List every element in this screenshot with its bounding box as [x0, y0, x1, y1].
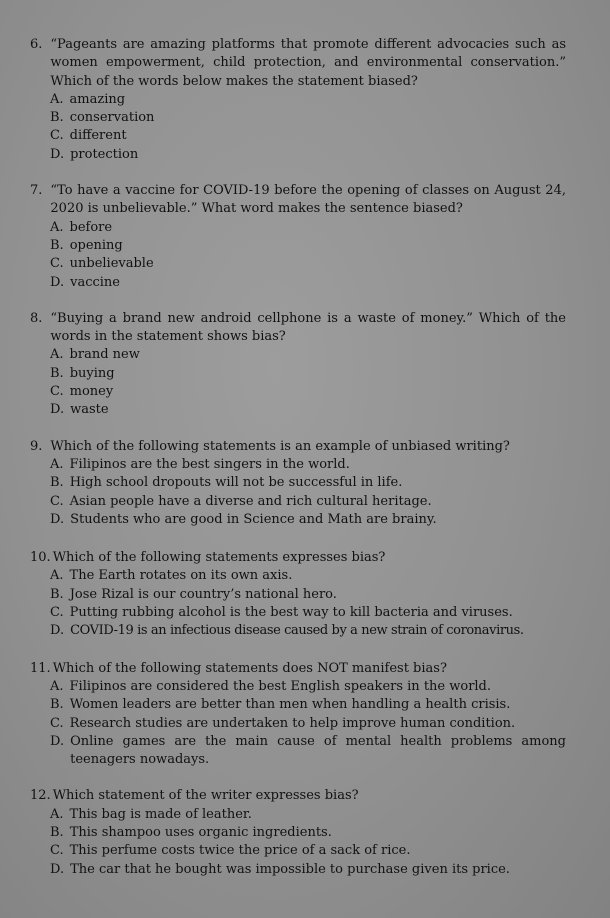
- option-d: [50, 733, 566, 770]
- option-letter: B.: [50, 824, 64, 840]
- option-b: [50, 696, 566, 714]
- option-letter: B.: [50, 475, 64, 491]
- option-d: [50, 401, 566, 419]
- option-text: different: [69, 128, 127, 144]
- options-list: [30, 346, 566, 419]
- question-text: Which of the following statements is an example of unbiased writing?: [50, 438, 510, 454]
- option-text: amazing: [69, 91, 126, 107]
- option-letter: C.: [50, 493, 64, 509]
- options-list: [30, 567, 566, 640]
- option-letter: C.: [50, 605, 64, 621]
- option-text: Filipinos are the best singers in the world.: [69, 456, 350, 472]
- option-b: [50, 586, 566, 604]
- question-11-stem: [30, 660, 566, 678]
- option-text: Putting rubbing alcohol is the best way to kill bacteria and viruses.: [69, 605, 513, 621]
- option-c: [50, 715, 566, 733]
- option-text: The Earth rotates on its own axis.: [69, 568, 293, 584]
- option-letter: C.: [50, 843, 64, 859]
- option-b: [50, 824, 566, 842]
- option-a: [50, 91, 566, 109]
- option-text: Students who are good in Science and Math are brainy.: [70, 511, 437, 527]
- option-letter: A.: [50, 678, 64, 694]
- option-letter: D.: [50, 623, 65, 639]
- option-letter: A.: [50, 347, 64, 363]
- question-7-stem: [30, 182, 566, 219]
- option-letter: C.: [50, 715, 64, 731]
- option-d: [50, 274, 566, 292]
- option-letter: A.: [50, 91, 64, 107]
- option-letter: B.: [50, 586, 64, 602]
- option-c: [50, 493, 566, 511]
- options-list: [30, 456, 566, 529]
- option-text: Filipinos are considered the best English speakers in the world.: [69, 678, 492, 694]
- option-a: [50, 806, 566, 824]
- option-b: [50, 237, 566, 255]
- option-a: [50, 678, 566, 696]
- question-7: [30, 182, 566, 292]
- option-text: unbelievable: [69, 256, 154, 272]
- option-letter: A.: [50, 219, 64, 235]
- question-8-stem: [30, 310, 566, 347]
- option-text: protection: [70, 146, 139, 162]
- option-text: This bag is made of leather.: [69, 806, 252, 822]
- option-text: Jose Rizal is our country’s national hero.: [69, 586, 337, 602]
- question-number: 10.: [30, 550, 51, 566]
- question-text: Which of the following statements does NOT manifest bias?: [52, 660, 447, 676]
- option-c: [50, 255, 566, 273]
- option-a: [50, 567, 566, 585]
- question-number: 6.: [30, 37, 43, 52]
- question-text: “Pageants are amazing platforms that promote different advocacies such as women empowerment, child protection, and environmental conservation.” Which of the words below makes the statement biased?: [50, 37, 566, 89]
- option-letter: B.: [50, 697, 64, 713]
- question-number: 7.: [30, 183, 43, 199]
- option-b: [50, 474, 566, 492]
- option-text: before: [69, 219, 113, 235]
- question-text: Which statement of the writer expresses bias?: [52, 788, 359, 804]
- option-text: COVID-19 is an infectious disease caused by a new strain of coronavirus.: [70, 623, 524, 639]
- option-text: waste: [70, 402, 109, 418]
- options-list: [30, 219, 566, 292]
- options-list: [30, 806, 566, 879]
- option-text: High school dropouts will not be successful in life.: [69, 475, 403, 491]
- option-text: This shampoo uses organic ingredients.: [69, 824, 332, 840]
- question-12: [30, 787, 566, 878]
- option-text: opening: [69, 237, 123, 253]
- question-text: “Buying a brand new android cellphone is a waste of money.” Which of the words in the statement shows bias?: [50, 310, 566, 345]
- option-letter: A.: [50, 806, 64, 822]
- option-d: [50, 511, 566, 529]
- option-b: [50, 365, 566, 383]
- question-text: “To have a vaccine for COVID-19 before the opening of classes on August 24, 2020 is unbelievable.” What word makes the sentence biased?: [50, 183, 566, 217]
- option-letter: D.: [50, 274, 65, 290]
- option-b: [50, 109, 566, 127]
- option-letter: C.: [50, 128, 64, 144]
- option-text: This perfume costs twice the price of a sack of rice.: [69, 843, 411, 859]
- options-list: [30, 91, 566, 164]
- question-12-stem: [30, 787, 566, 805]
- question-9-stem: [30, 438, 566, 456]
- question-11: [30, 660, 566, 770]
- option-letter: D.: [50, 733, 65, 749]
- question-number: 11.: [30, 660, 51, 676]
- option-letter: A.: [50, 568, 64, 584]
- option-letter: B.: [50, 110, 64, 126]
- option-a: [50, 219, 566, 237]
- question-6: [30, 36, 566, 164]
- option-letter: D.: [50, 146, 65, 162]
- option-letter: B.: [50, 365, 64, 381]
- option-text: Women leaders are better than men when handling a health crisis.: [69, 697, 511, 713]
- option-text: vaccine: [70, 274, 120, 290]
- options-list: [30, 678, 566, 769]
- option-d: [50, 622, 566, 640]
- question-number: 12.: [30, 788, 51, 804]
- option-letter: C.: [50, 256, 64, 272]
- option-c: [50, 604, 566, 622]
- option-text: conservation: [69, 110, 155, 126]
- option-letter: D.: [50, 861, 65, 877]
- question-10-stem: [30, 549, 566, 567]
- option-c: [50, 842, 566, 860]
- option-a: [50, 456, 566, 474]
- question-9: [30, 438, 566, 529]
- option-text: The car that he bought was impossible to purchase given its price.: [70, 861, 510, 877]
- option-text: brand new: [69, 347, 140, 363]
- option-a: [50, 346, 566, 364]
- option-text: Asian people have a diverse and rich cultural heritage.: [69, 493, 432, 509]
- question-8: [30, 310, 566, 420]
- option-letter: A.: [50, 456, 64, 472]
- option-letter: D.: [50, 511, 65, 527]
- option-text: Online games are the main cause of mental health problems among teenagers nowadays.: [70, 733, 566, 768]
- question-text: Which of the following statements expresses bias?: [52, 550, 386, 566]
- question-number: 8.: [30, 310, 43, 326]
- question-number: 9.: [30, 438, 43, 454]
- option-letter: D.: [50, 402, 65, 418]
- question-10: [30, 549, 566, 640]
- option-c: [50, 127, 566, 145]
- option-d: [50, 146, 566, 164]
- option-text: Research studies are undertaken to help improve human condition.: [69, 715, 516, 731]
- option-letter: B.: [50, 237, 64, 253]
- option-text: buying: [69, 365, 115, 381]
- question-6-stem: [30, 36, 566, 91]
- option-letter: C.: [50, 384, 64, 400]
- option-d: [50, 861, 566, 879]
- option-text: money: [69, 384, 114, 400]
- option-c: [50, 383, 566, 401]
